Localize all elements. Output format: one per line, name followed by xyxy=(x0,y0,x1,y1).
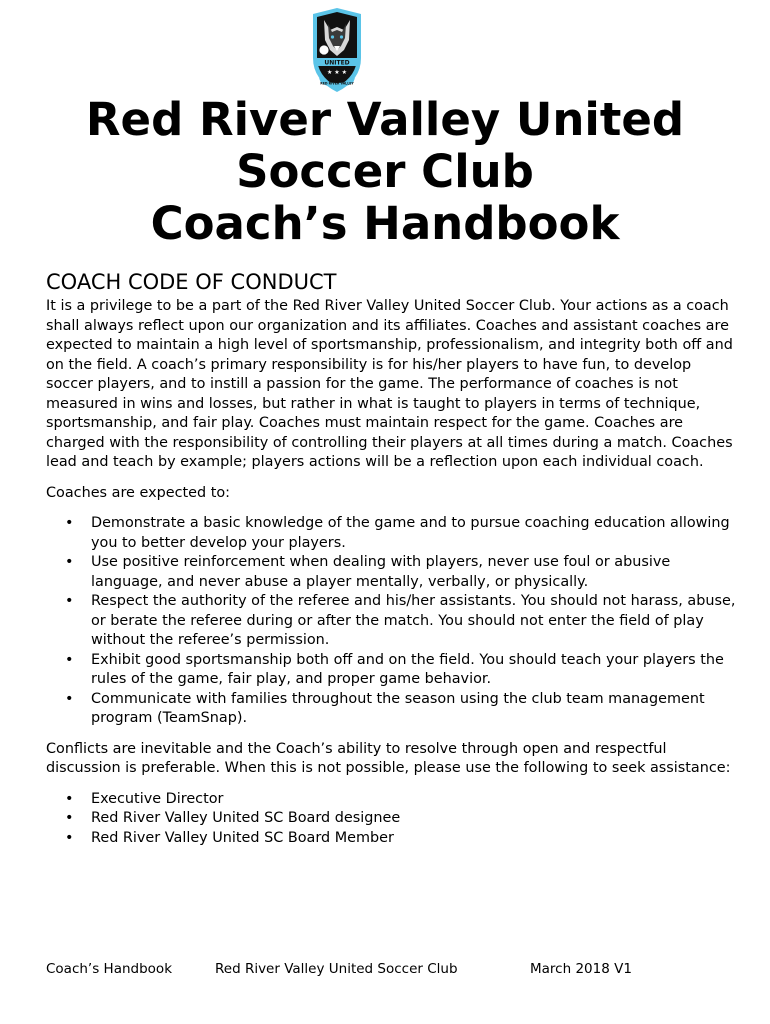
club-logo xyxy=(307,6,367,94)
conflicts-paragraph: Conflicts are inevitable and the Coach’s ability to resolve through open and respectful discussion is preferable. When this is not possible, please use the following to seek assistance: xyxy=(46,740,731,776)
bullet-icon: • xyxy=(65,810,74,826)
footer-center: Red River Valley United Soccer Club xyxy=(215,961,458,977)
list-item: • Red River Valley United SC Board Member xyxy=(91,829,736,849)
bullet-icon: • xyxy=(65,790,74,807)
contacts-list xyxy=(46,790,736,849)
list-item: • Executive Director xyxy=(91,790,736,810)
page-title xyxy=(0,94,770,250)
expectations-intro: Coaches are expected to: xyxy=(46,484,230,501)
title-line-3: Coach’s Handbook xyxy=(150,197,620,250)
footer-left: Coach’s Handbook xyxy=(46,961,173,977)
list-item: • Use positive reinforcement when dealing with players, never use foul or abusive language, and never abuse a player mentally, verbally, or physically. xyxy=(65,554,671,590)
title-line-2: Soccer Club xyxy=(236,145,534,198)
title-line-1: Red River Valley United xyxy=(85,93,685,146)
bullet-icon: • xyxy=(65,593,74,609)
bullet-icon: • xyxy=(65,651,74,668)
section-heading: COACH CODE OF CONDUCT xyxy=(46,270,337,294)
expectations-list xyxy=(46,514,736,729)
logo-stars: ★ ★ ★ xyxy=(327,69,347,76)
bullet-icon: • xyxy=(65,515,74,531)
soccer-ball-icon xyxy=(319,45,329,55)
intro-paragraph: It is a privilege to be a part of the Red River Valley United Soccer Club. Your actions as a coach shall always reflect upon our organization and its affiliates. Coaches and assistant coaches are expected to maintain a high level of sportsmanship, professionalism, and integrity both off and on the field. A coach’s primary responsibility is for his/her players to have fun, to develop soccer players, and to instill a passion for the game. The performance of coaches is not measured in wins and losses, but rather in what is taught to players in terms of technique, sportsmanship, and fair play. Coaches must maintain respect for the game. Coaches are charged with the responsibility of controlling their players at all times during a match. Coaches lead and teach by example; players actions will be a reflection upon each individual coach. xyxy=(46,298,733,470)
footer-right: March 2018 V1 xyxy=(530,961,632,977)
list-item: • Exhibit good sportsmanship both off and on the field. You should teach your players the rules of the game, fair play, and proper game behavior. xyxy=(65,651,724,687)
logo-bottom-text: RED RIVER VALLEY xyxy=(320,81,354,86)
logo-banner-text: UNITED xyxy=(324,59,350,67)
bullet-icon: • xyxy=(65,829,74,846)
bullet-icon: • xyxy=(65,690,74,707)
list-item: • Communicate with families throughout the season using the club team management program (TeamSnap). xyxy=(65,690,705,726)
list-item: • Demonstrate a basic knowledge of the game and to pursue coaching education allowing you to better develop your players. xyxy=(65,515,730,551)
list-item: • Respect the authority of the referee and his/her assistants. You should not harass, abuse, or berate the referee during or after the match. You should not enter the field of play without the referee’s permission. xyxy=(65,593,736,648)
bullet-icon: • xyxy=(65,554,74,570)
document-body xyxy=(46,267,736,859)
list-item: • Red River Valley United SC Board designee xyxy=(91,809,736,829)
